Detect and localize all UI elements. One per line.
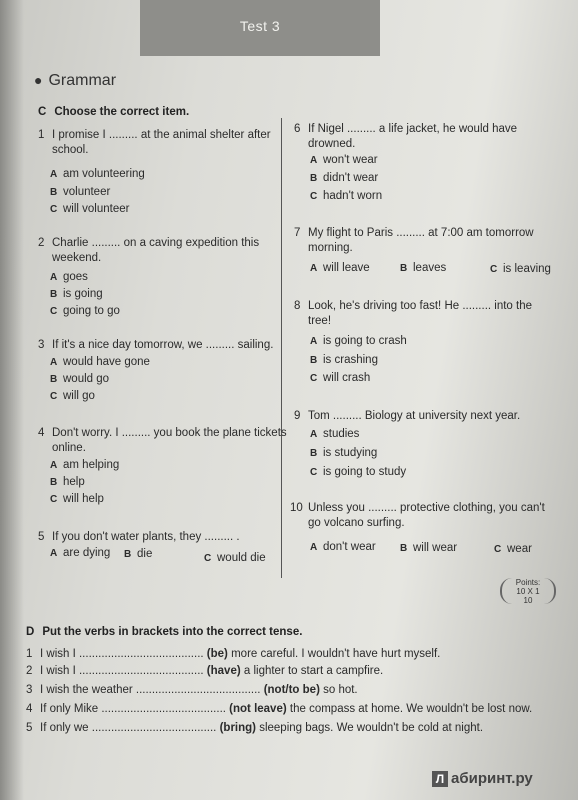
question-7: 7 My flight to Paris ......... at 7:00 am tomorrow morning. [294, 227, 534, 254]
grammar-title: Grammar [48, 72, 117, 89]
q3-option-b[interactable]: B would go [50, 373, 110, 385]
sentence-2: 2 I wish I ....................................... (have) a lighter to start a campfire. [26, 665, 384, 677]
section-c-heading [38, 106, 189, 118]
points-total: 10 [523, 596, 533, 605]
q7-option-b[interactable]: B leaves [400, 262, 447, 274]
q8-option-b[interactable]: B is crashing [310, 354, 378, 366]
q2-option-a[interactable]: A goes [50, 271, 88, 283]
sentence-5: 5 If only we ....................................... (bring) sleeping bags. We wouldn't be cold at night. [26, 722, 484, 734]
q9-option-a[interactable]: A studies [310, 428, 360, 440]
bullet-icon: ● [34, 72, 43, 88]
q8-option-c[interactable]: C will crash [310, 372, 371, 384]
points-label: Points: [515, 578, 541, 587]
q5-option-a[interactable]: A are dying [50, 547, 111, 559]
question-1: 1 I promise I ......... at the animal shelter after school. [38, 129, 271, 156]
test-title: Test 3 [239, 18, 281, 34]
q9-option-b[interactable]: B is studying [310, 447, 378, 459]
q10-option-b[interactable]: B will wear [400, 542, 458, 554]
q6-option-a[interactable]: A won't wear [310, 154, 378, 166]
q4-option-c[interactable]: C will help [50, 493, 104, 505]
points-formula: 10 X 1 [516, 587, 540, 596]
points-badge [500, 578, 556, 604]
question-9: 9 Tom ......... Biology at university next year. [294, 410, 521, 422]
q1-option-b[interactable]: B volunteer [50, 186, 111, 198]
section-c-instruction: Choose the correct item. [54, 106, 190, 118]
sentence-3: 3 I wish the weather ....................................... (not/to be) so hot. [26, 684, 358, 696]
q6-option-b[interactable]: B didn't wear [310, 172, 379, 184]
q6-option-c[interactable]: C hadn't worn [310, 190, 383, 202]
q4-option-a[interactable]: A am helping [50, 459, 120, 471]
section-d-instruction: Put the verbs in brackets into the correct tense. [42, 626, 303, 638]
question-3: 3 If it's a nice day tomorrow, we ......... sailing. [38, 339, 274, 351]
question-8: 8 Look, he's driving too fast! He ......... into the tree! [294, 300, 533, 327]
labirint-logo-icon: Л [432, 771, 448, 787]
q1-option-c[interactable]: C will volunteer [50, 203, 130, 215]
sentence-1: 1 I wish I ....................................... (be) more careful. I wouldn't have hurt myself. [26, 648, 441, 660]
section-d-heading [26, 626, 302, 638]
q7-option-a[interactable]: A will leave [310, 262, 370, 274]
watermark [432, 770, 533, 787]
grammar-heading [34, 72, 116, 90]
sentence-4: 4 If only Mike ....................................... (not leave) the compass at home. We wouldn't be lost now. [26, 703, 533, 715]
q5-option-c[interactable]: C would die [204, 552, 266, 564]
question-2: 2 Charlie ......... on a caving expedition this weekend. [38, 237, 260, 264]
q5-option-b[interactable]: B die [124, 548, 153, 560]
q9-option-c[interactable]: C is going to study [310, 466, 407, 478]
question-5: 5 If you don't water plants, they ......... . [38, 531, 240, 543]
header-band [140, 0, 380, 56]
section-d-letter: D [26, 626, 35, 638]
question-4: 4 Don't worry. I ......... you book the plane tickets online. [38, 427, 287, 454]
q3-option-c[interactable]: C will go [50, 390, 95, 402]
column-divider [281, 118, 282, 578]
q10-option-a[interactable]: A don't wear [310, 541, 376, 553]
q2-option-b[interactable]: B is going [50, 288, 103, 300]
q8-option-a[interactable]: A is going to crash [310, 335, 407, 347]
question-6: 6 If Nigel ......... a life jacket, he would have drowned. [294, 123, 518, 150]
watermark-text: абиринт.ру [451, 770, 533, 787]
q7-option-c[interactable]: C is leaving [490, 263, 551, 275]
section-c-letter: C [38, 106, 47, 118]
q3-option-a[interactable]: A would have gone [50, 356, 150, 368]
q4-option-b[interactable]: B help [50, 476, 85, 488]
question-10: 10 Unless you ......... protective clothing, you can't go volcano surfing. [290, 502, 545, 529]
page-shadow [0, 0, 24, 800]
q1-option-a[interactable]: A am volunteering [50, 168, 145, 180]
q10-option-c[interactable]: C wear [494, 543, 532, 555]
q2-option-c[interactable]: C going to go [50, 305, 120, 317]
